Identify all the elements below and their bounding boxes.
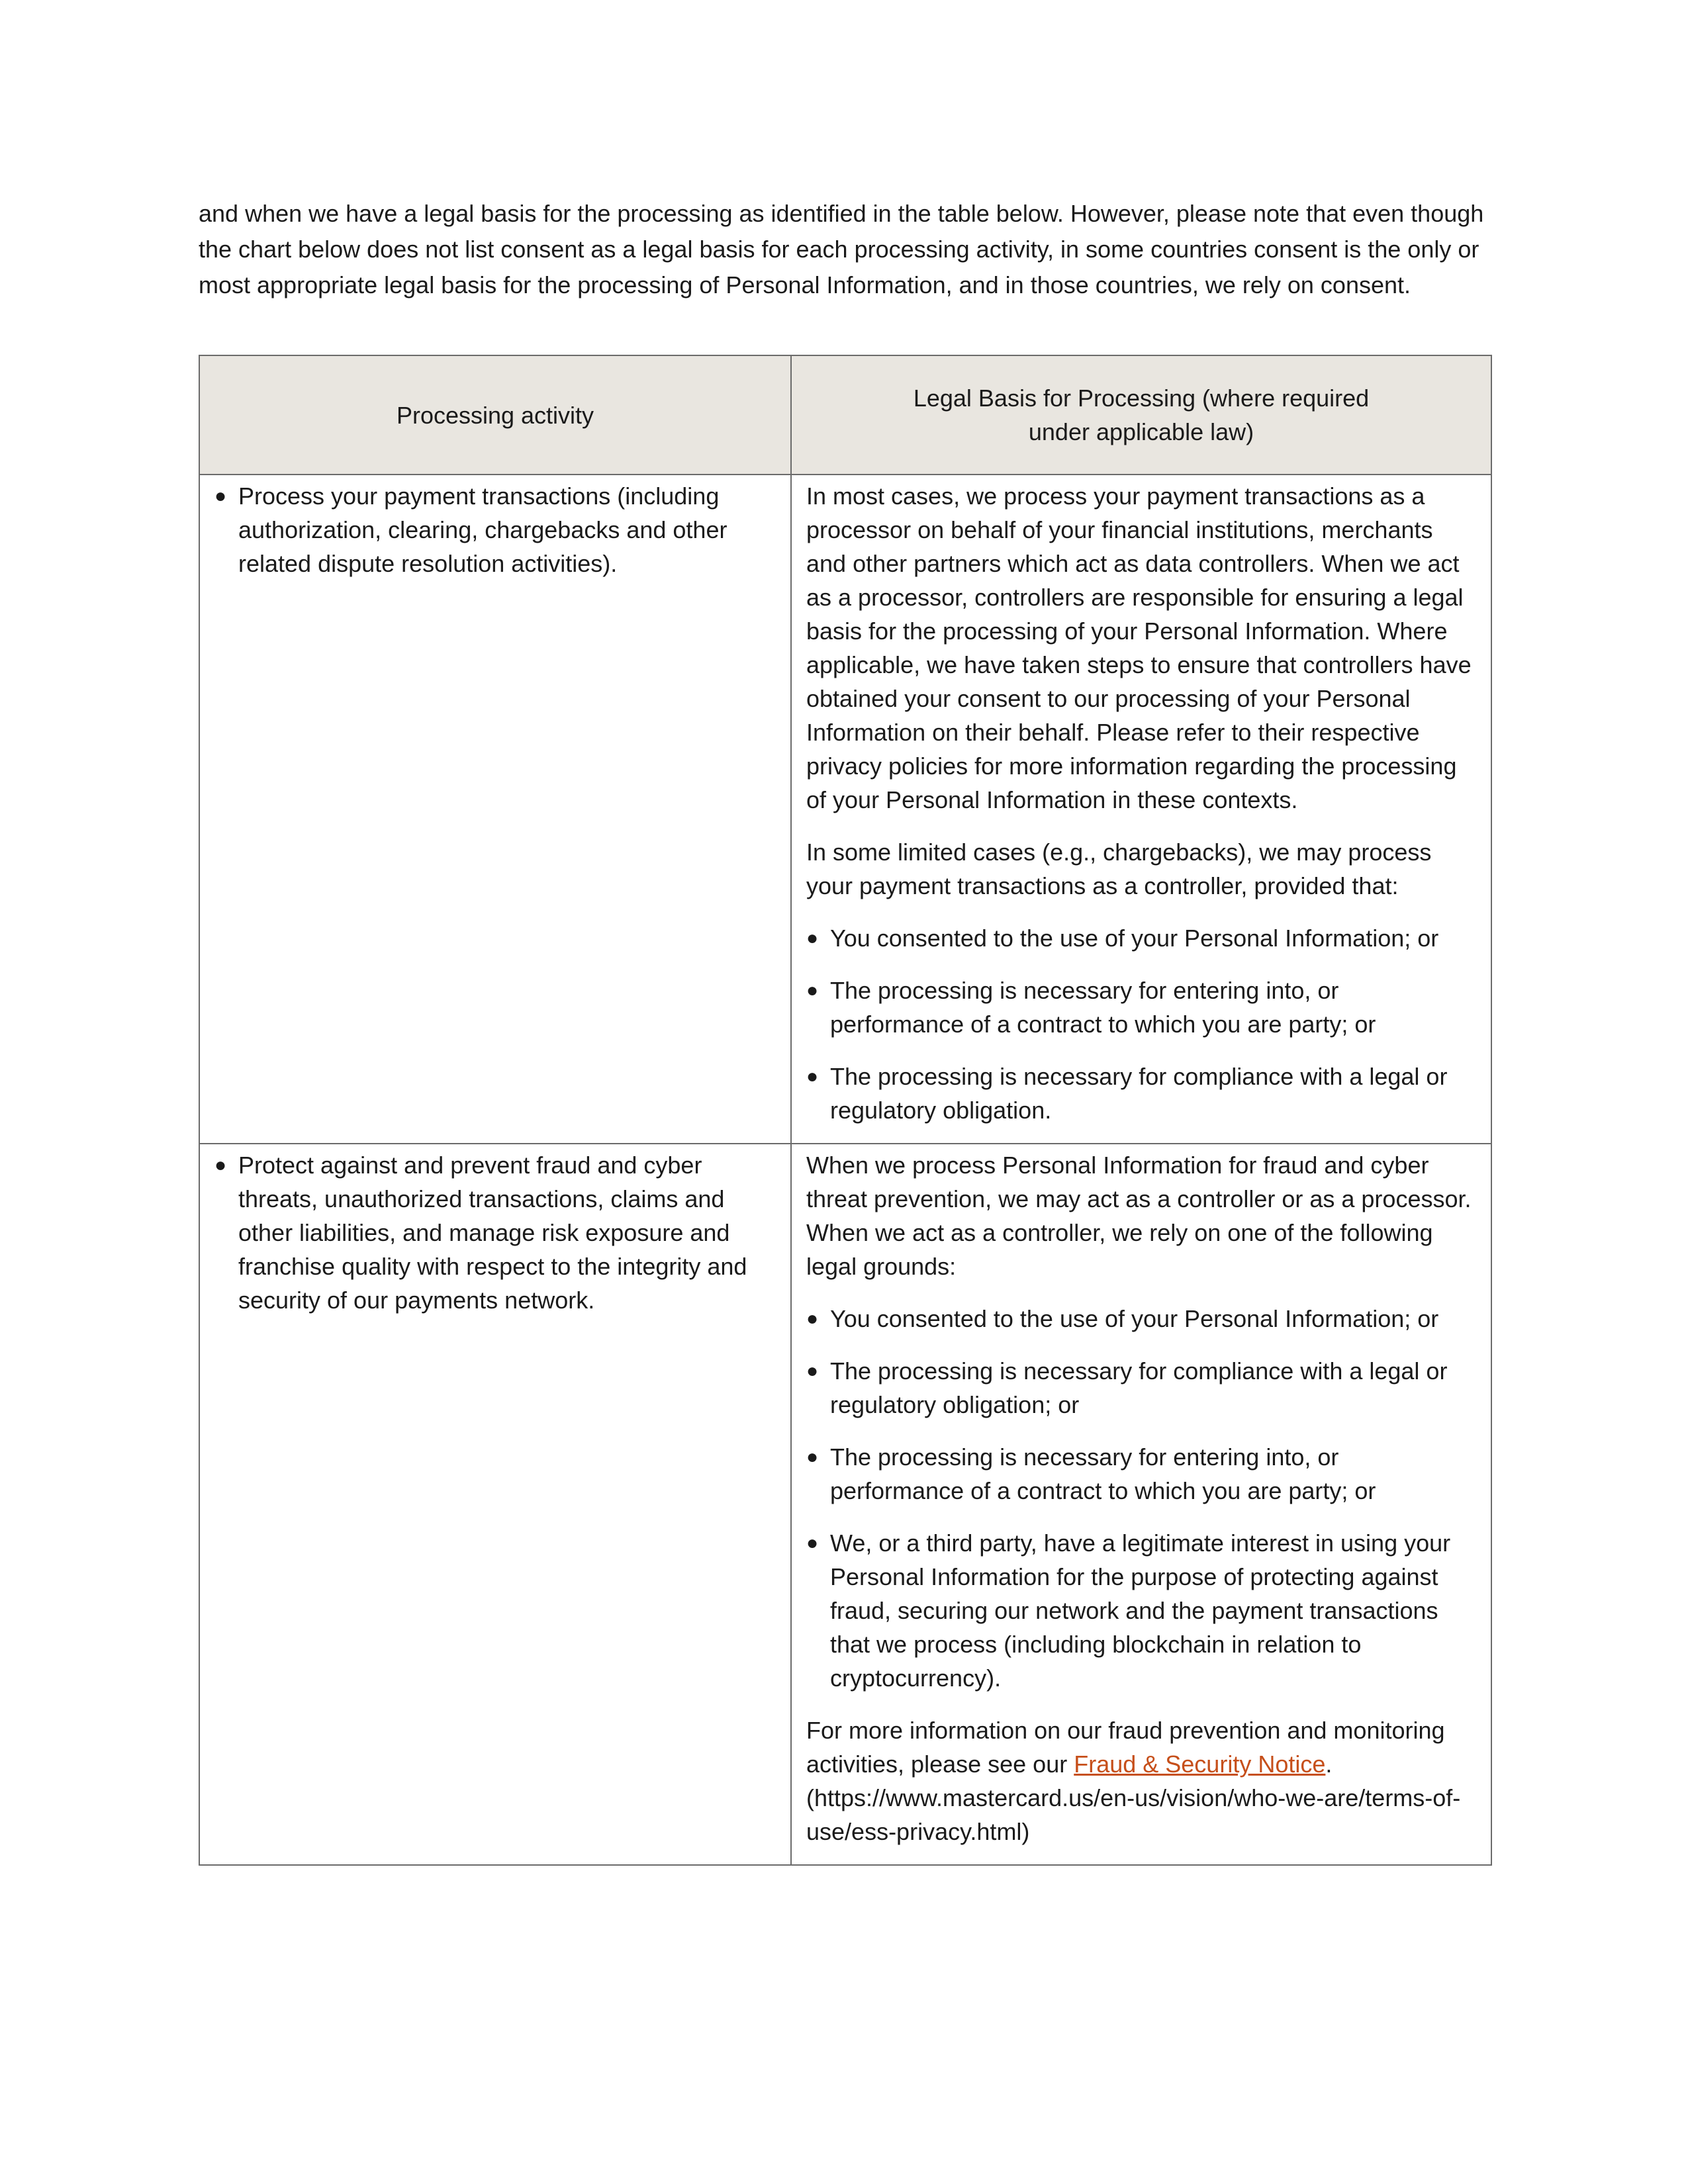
legal-basis-cell — [791, 475, 1491, 1144]
bullet-icon: ● — [806, 1360, 819, 1382]
intro-paragraph: and when we have a legal basis for the processing as identified in the table below. However, please note that even though the chart below does not list consent as a legal basis for each processing activity, in some countries consent is the only or most appropriate legal basis for the processing of Personal Information, and in those countries, we rely on consent. — [199, 200, 1484, 298]
legal-basis-bullet — [806, 1354, 1476, 1422]
bullet-icon: ● — [806, 1308, 819, 1330]
header-legal-basis-line1: Legal Basis for Processing (where required — [913, 385, 1370, 412]
header-processing-activity: Processing activity — [199, 355, 791, 475]
closing-prefix: For more information on our fraud prevention and monitoring activities, please see our — [806, 1717, 1445, 1778]
bullet-icon: ● — [214, 485, 227, 507]
activity-cell — [199, 475, 791, 1144]
legal-basis-paragraph: In most cases, we process your payment transactions as a processor on behalf of your financial institutions, merchants and other partners which act as data controllers. When we act as a processor, controllers are responsible for ensuring a legal basis for the processing of your Personal Information. Where applicable, we have taken steps to ensure that controllers have obtained your consent to our processing of your Personal Information on their behalf. Please refer to their respective privacy policies for more information regarding the processing of your Personal Information in these contexts. — [806, 482, 1472, 813]
bullet-text: You consented to the use of your Personal Information; or — [830, 1305, 1439, 1332]
legal-basis-cell — [791, 1144, 1491, 1865]
legal-basis-bullet — [806, 1302, 1476, 1336]
legal-basis-bullet — [806, 974, 1476, 1041]
activity-text: Protect against and prevent fraud and cyber threats, unauthorized transactions, claims and other liabilities, and manage risk exposure and franchise quality with respect to the integrity and security of our payments network. — [238, 1152, 747, 1314]
table-row — [199, 1144, 1491, 1865]
bullet-text: The processing is necessary for compliance with a legal or regulatory obligation; or — [830, 1357, 1448, 1418]
bullet-text: You consented to the use of your Personal Information; or — [830, 925, 1439, 952]
closing-paragraph — [806, 1713, 1476, 1848]
bullet-icon: ● — [806, 1446, 819, 1468]
header-legal-basis-line2: under applicable law) — [1028, 418, 1254, 445]
closing-suffix: . (https://www.mastercard.us/en-us/vision/who-we-are/terms-of-use/ess-privacy.html) — [806, 1751, 1461, 1845]
legal-basis-paragraph: In some limited cases (e.g., chargebacks), we may process your payment transactions as a controller, provided that: — [806, 839, 1432, 899]
bullet-icon: ● — [806, 1066, 819, 1087]
bullet-text: The processing is necessary for entering into, or performance of a contract to which you are party; or — [830, 977, 1376, 1038]
bullet-icon: ● — [806, 1532, 819, 1554]
legal-basis-bullet — [806, 1060, 1476, 1127]
legal-basis-bullet — [806, 1526, 1476, 1695]
legal-basis-bullet — [806, 1440, 1476, 1508]
activity-bullet — [214, 479, 776, 580]
table-row — [199, 475, 1491, 1144]
table-header-row — [199, 355, 1491, 475]
bullet-text: The processing is necessary for compliance with a legal or regulatory obligation. — [830, 1063, 1448, 1124]
legal-basis-bullet — [806, 921, 1476, 955]
activity-cell — [199, 1144, 791, 1865]
bullet-icon: ● — [806, 979, 819, 1001]
bullet-icon: ● — [806, 927, 819, 949]
activity-text: Process your payment transactions (including authorization, clearing, chargebacks and other related dispute resolution activities). — [238, 482, 727, 577]
bullet-text: We, or a third party, have a legitimate interest in using your Personal Information for the purpose of protecting against fraud, securing our network and the payment transactions that we process (including blockchain in relation to cryptocurrency). — [830, 1529, 1451, 1692]
bullet-text: The processing is necessary for entering into, or performance of a contract to which you are party; or — [830, 1443, 1376, 1504]
bullet-icon: ● — [214, 1154, 227, 1176]
document-page — [199, 196, 1491, 1866]
legal-basis-table — [199, 355, 1492, 1866]
fraud-security-notice-link[interactable]: Fraud & Security Notice — [1074, 1751, 1326, 1778]
header-legal-basis — [791, 355, 1491, 475]
activity-bullet — [214, 1148, 776, 1317]
legal-basis-paragraph: When we process Personal Information for fraud and cyber threat prevention, we may act as a controller or as a processor. When we act as a controller, we rely on one of the following legal grounds: — [806, 1152, 1472, 1280]
